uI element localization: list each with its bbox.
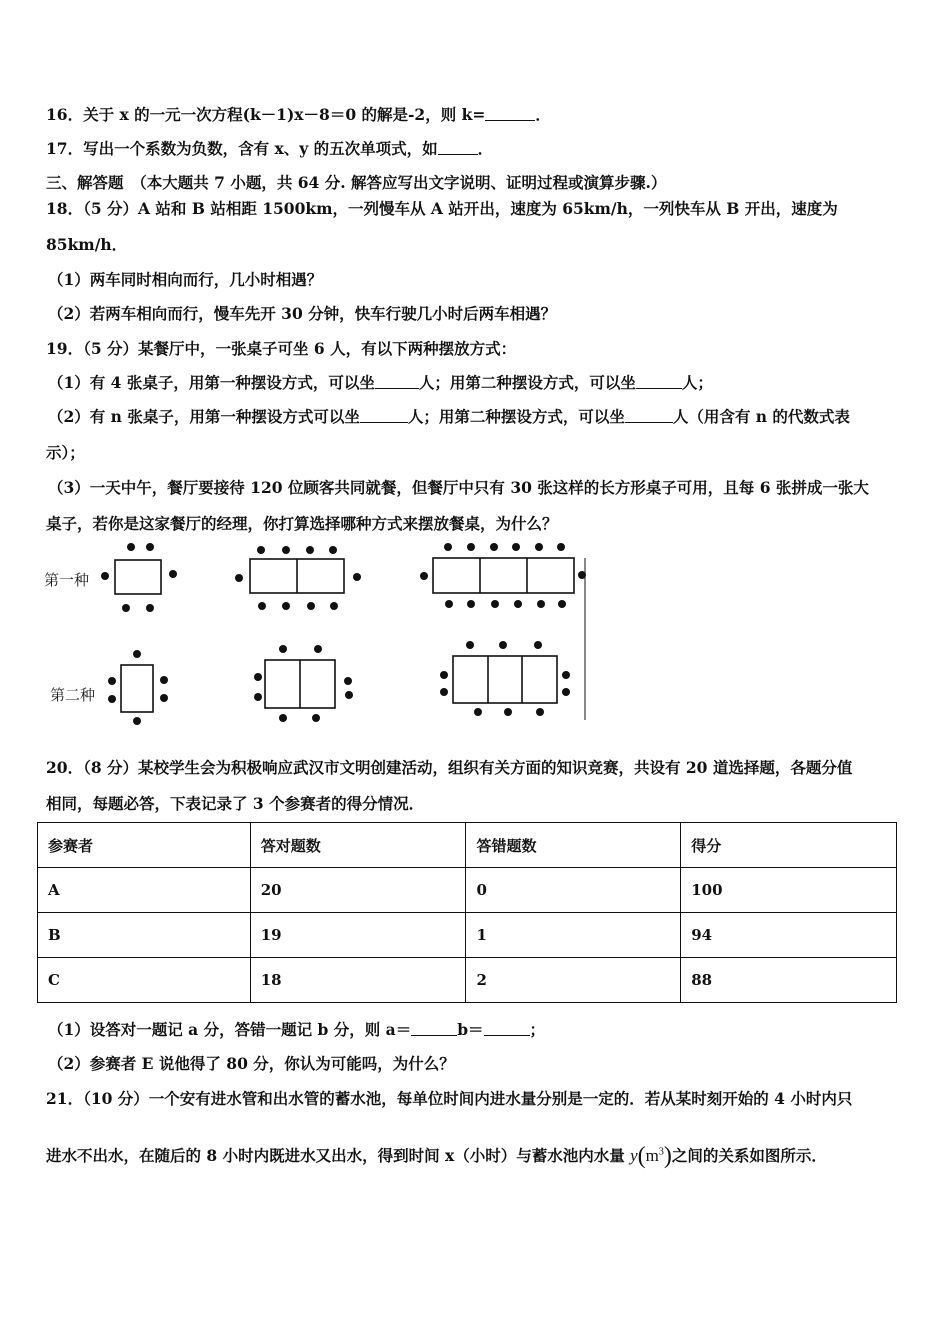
q19-p1-text-b: 人；用第二种摆设方式，可以坐 [418, 373, 636, 392]
q20-p1-text-c: ； [529, 1020, 546, 1039]
unit-meter: m [645, 1146, 659, 1165]
unit-exponent: 3 [658, 1146, 664, 1158]
table-row [38, 913, 897, 958]
table-header-row [38, 823, 897, 868]
table-cell: C [38, 958, 251, 1003]
table-cell: 20 [250, 868, 466, 913]
score-table [37, 822, 897, 1003]
q20-line2: 相同，每题必答，下表记录了 3 个参赛者的得分情况． [46, 794, 425, 813]
q18-part2: （2）若两车相向而行，慢车先开 30 分钟，快车行驶几小时后两车相遇？ [48, 304, 557, 323]
q20-a-blank[interactable] [411, 1021, 457, 1036]
q19-part3-line1: （3）一天中午，餐厅要接待 120 位顾客共同就餐，但餐厅中只有 30 张这样的长方形桌子可用，且每 6 张拼成一张大 [48, 478, 869, 497]
table-cell: 19 [250, 913, 466, 958]
table-cell: 88 [681, 958, 897, 1003]
q18-part1: （1）两车同时相向而行，几小时相遇？ [48, 270, 323, 289]
q20-part1 [48, 1018, 545, 1040]
q17-end: ． [477, 139, 494, 158]
table-cell: 1 [466, 913, 681, 958]
second-way-1-table [121, 665, 153, 712]
table-cell: 18 [250, 958, 466, 1003]
table-row [38, 868, 897, 913]
table-header-cell: 得分 [681, 823, 897, 868]
first-way-3-tables [433, 558, 574, 593]
unit-close-paren: ) [663, 1143, 672, 1169]
q20-p1-text-b: b＝ [457, 1020, 484, 1039]
table-header-cell: 答错题数 [466, 823, 681, 868]
q18-line1: 18．（5 分）A 站和 B 站相距 1500km，一列慢车从 A 站开出，速度为 65km/h，一列快车从 B 开出，速度为 [46, 199, 838, 218]
second-way-3-tables [453, 656, 557, 703]
q20-p1-text-a: （1）设答对一题记 a 分，答错一题记 b 分，则 a＝ [48, 1020, 412, 1039]
figure-label-first: 第一种 [44, 571, 90, 589]
q19-p2-text-c: 人（用含有 n 的代数式表 [672, 407, 850, 426]
q19-p1-text-a: （1）有 4 张桌子，用第一种摆设方式，可以坐 [48, 373, 375, 392]
q19-part3-line2: 桌子，若你是这家餐厅的经理，你打算选择哪种方式来摆放餐桌，为什么？ [46, 514, 558, 533]
q16-end: ． [535, 105, 551, 124]
q17-text: 17．写出一个系数为负数，含有 x、y 的五次单项式，如 [46, 139, 438, 158]
q21-line2 [46, 1143, 827, 1170]
first-way-1-table [115, 560, 161, 594]
y-variable: y [630, 1146, 638, 1165]
table-cell: 94 [681, 913, 897, 958]
q19-line1: 19．（5 分）某餐厅中，一张桌子可坐 6 人，有以下两种摆放方式： [46, 339, 517, 358]
section-3-heading: 三、解答题 （本大题共 7 小题，共 64 分. 解答应写出文字说明、证明过程或演算步骤.） [46, 173, 667, 192]
q21-line1: 21．（10 分）一个安有进水管和出水管的蓄水池，每单位时间内进水量分别是一定的．若从某时刻开始的 4 小时内只 [46, 1089, 853, 1108]
q19-p1-text-c: 人； [681, 373, 713, 392]
q20-line1: 20．（8 分）某校学生会为积极响应武汉市文明创建活动，组织有关方面的知识竞赛，共设有 20 道选择题，各题分值 [46, 758, 853, 777]
q18-line2: 85km/h． [46, 235, 128, 254]
table-cell: 100 [681, 868, 897, 913]
table-cell: 0 [466, 868, 681, 913]
q19-p2-text-a: （2）有 n 张桌子，用第一种摆设方式可以坐 [48, 407, 360, 426]
q19-p2-text-b: 人；用第二种摆设方式，可以坐 [407, 407, 625, 426]
table-row [38, 958, 897, 1003]
q16-text: 16．关于 x 的一元一次方程(k－1)x－8＝0 的解是-2，则 k= [46, 105, 486, 124]
q21-line2-text-a: 进水不出水，在随后的 8 小时内既进水又出水，得到时间 x（小时）与蓄水池内水量 [46, 1146, 625, 1165]
table-cell: A [38, 868, 251, 913]
table-header-cell: 答对题数 [250, 823, 466, 868]
water-volume-symbol [630, 1143, 672, 1169]
unit-open-paren: ( [637, 1143, 646, 1169]
q20-part2: （2）参赛者 E 说他得了 80 分，你认为可能吗，为什么？ [48, 1054, 455, 1073]
q20-b-blank[interactable] [484, 1021, 530, 1036]
table-cell: 2 [466, 958, 681, 1003]
table-cell: B [38, 913, 251, 958]
table-header-cell: 参赛者 [38, 823, 251, 868]
q19-part2-cont: 示）； [46, 443, 85, 462]
q21-line2-text-b: 之间的关系如图所示． [671, 1146, 827, 1165]
figure-label-second: 第二种 [50, 686, 96, 704]
